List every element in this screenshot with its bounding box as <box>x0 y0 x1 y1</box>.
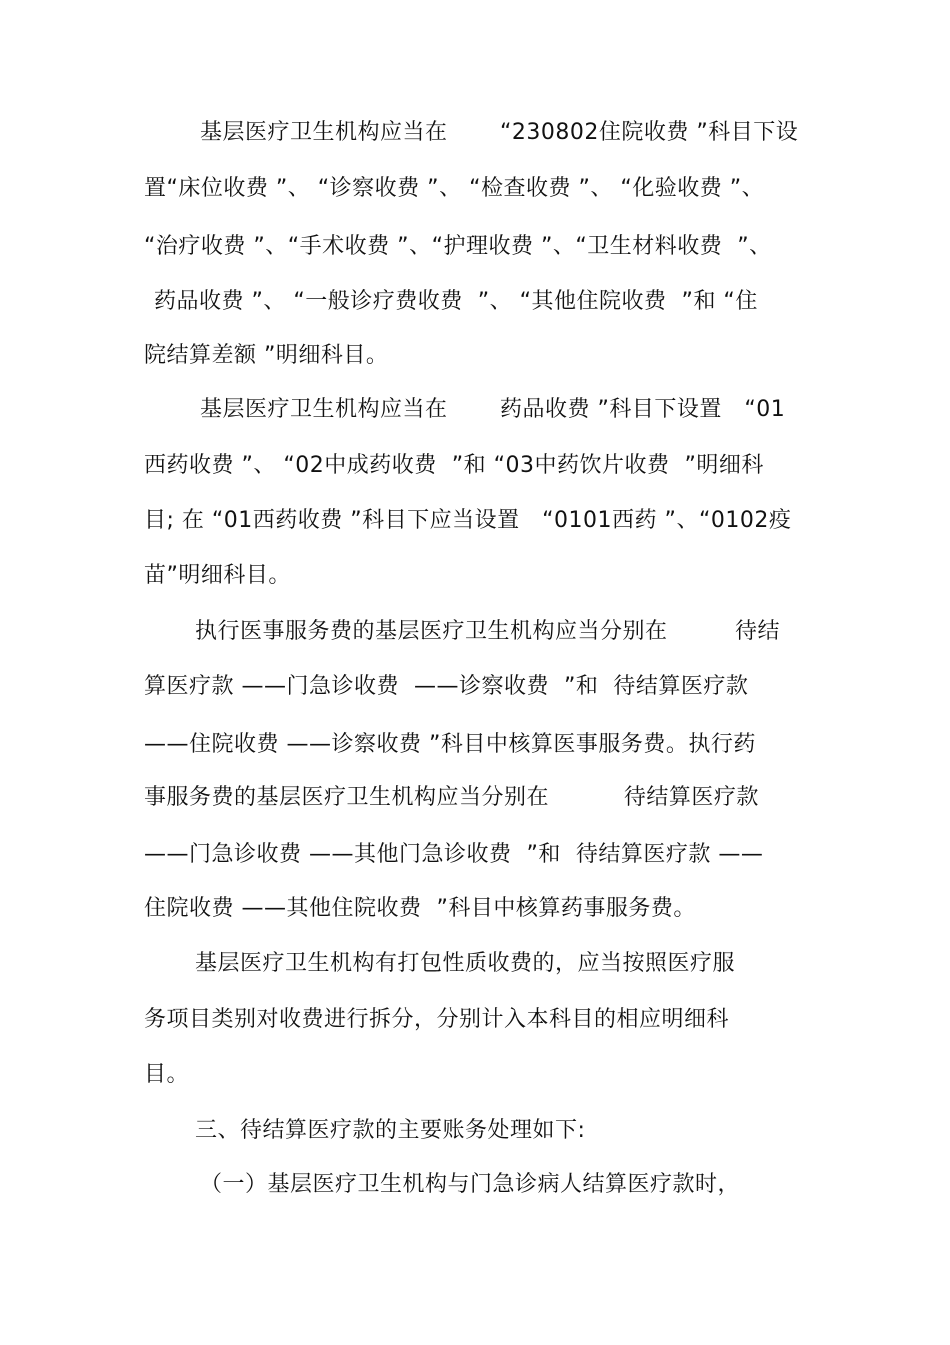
text-line: 基层医疗卫生机构应当在 药品收费 ”科目下设置 “01 <box>200 397 786 422</box>
text-line: 住院收费 ——其他住院收费 ”科目中核算药事服务费。 <box>144 896 696 921</box>
text-line: 务项目类别对收费进行拆分，分别计入本科目的相应明细科 <box>144 1007 730 1032</box>
text-line: 执行医事服务费的基层医疗卫生机构应当分别在 待结 <box>195 619 780 644</box>
text-line: 算医疗款 ——门急诊收费 ——诊察收费 ”和 待结算医疗款 <box>144 674 749 699</box>
text-line: 基层医疗卫生机构应当在 “230802住院收费 ”科目下设 <box>200 120 799 145</box>
text-line: 苗”明细科目。 <box>144 563 291 588</box>
text-line: （一）基层医疗卫生机构与门急诊病人结算医疗款时， <box>200 1172 741 1197</box>
text-line: 药品收费 ”、 “一般诊疗费收费 ”、 “其他住院收费 ”和 “住 <box>154 289 758 314</box>
text-line: 西药收费 ”、 “02中成药收费 ”和 “03中药饮片收费 ”明细科 <box>144 453 764 478</box>
text-line: ——门急诊收费 ——其他门急诊收费 ”和 待结算医疗款 —— <box>144 842 764 867</box>
text-line: “治疗收费 ”、“手术收费 ”、“护理收费 ”、“卫生材料收费 ”、 <box>144 234 772 259</box>
text-line: 目; 在 “01西药收费 ”科目下应当设置 “0101西药 ”、“0102疫 <box>144 508 792 533</box>
text-line: 置“床位收费 ”、 “诊察收费 ”、 “检查收费 ”、 “化验收费 ”、 <box>144 176 765 201</box>
text-line: 三、待结算医疗款的主要账务处理如下: <box>195 1118 586 1143</box>
text-line: 事服务费的基层医疗卫生机构应当分别在 待结算医疗款 <box>144 785 759 810</box>
text-line: 院结算差额 ”明细科目。 <box>144 343 389 368</box>
text-line: 目。 <box>144 1062 190 1087</box>
text-line: 基层医疗卫生机构有打包性质收费的，应当按照医疗服 <box>195 951 736 976</box>
text-line: ——住院收费 ——诊察收费 ”科目中核算医事服务费。执行药 <box>144 732 756 757</box>
